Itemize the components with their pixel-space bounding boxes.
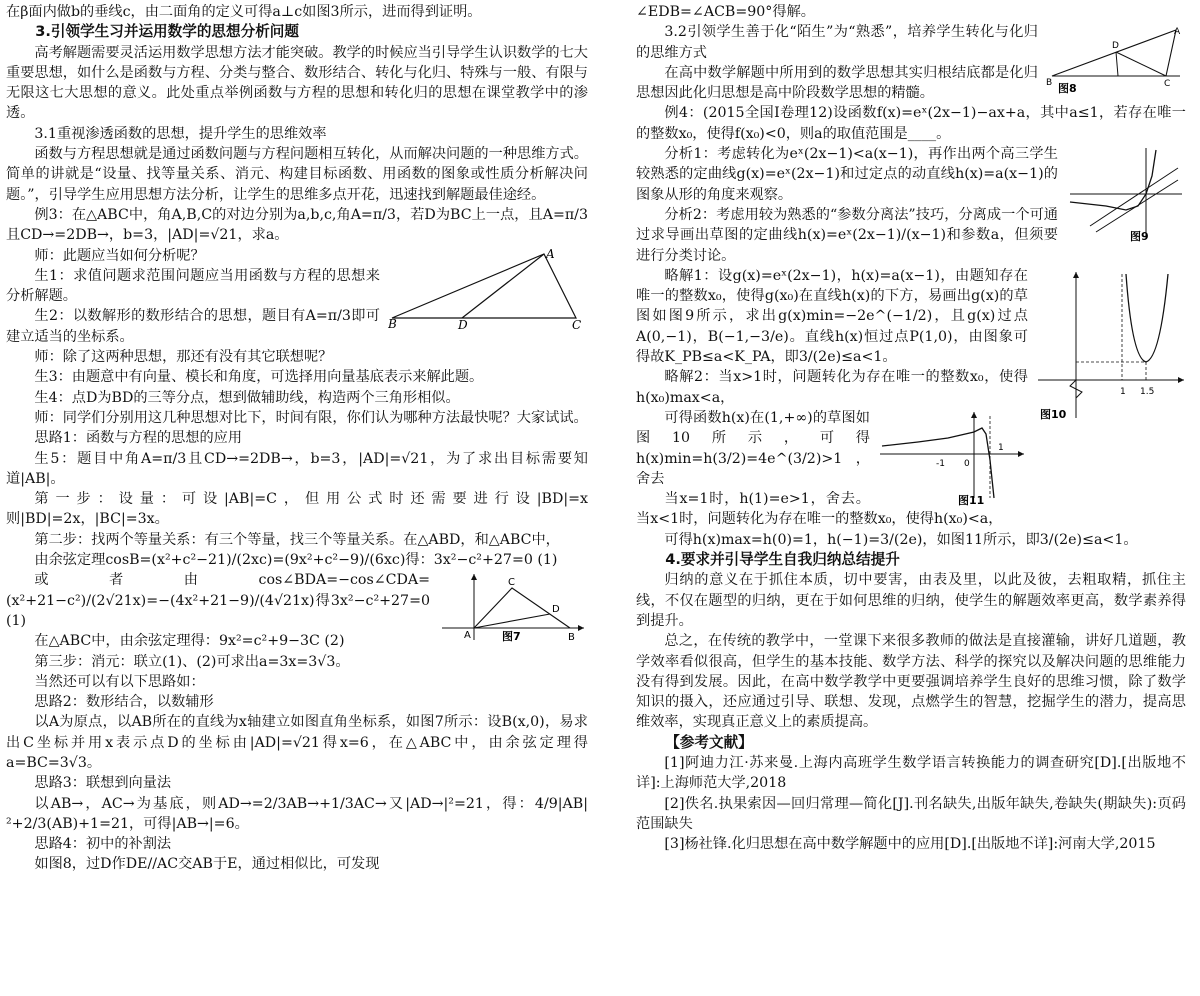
fig7-caption: 图7: [502, 630, 521, 643]
reference-2: [2]佚名.执果索因—回归常理—简化[J].刊名缺失,出版年缺失,卷缺失(期缺失):页码范围缺失: [636, 795, 1186, 832]
example-4: 例4：(2015全国Ⅰ卷理12)设函数f(x)=eˣ(2x−1)−ax+a，其中a≤1，若存在唯一的整数x₀，使得f(x₀)<0，则a的取值范围是____。: [636, 105, 1186, 142]
reference-1: [1]阿迪力江·苏来曼.上海内高班学生数学语言转换能力的调查研究[D].[出版地不详]:上海师范大学,2018: [636, 754, 1186, 792]
analysis-1: 分析1：考虑转化为eˣ(2x−1)<a(x−1)，再作出两个高三学生较熟悉的定曲线g(x)=eˣ(2x−1)和过定点的动直线h(x)=a(x−1)的图象从形的角度来观察。: [636, 146, 1058, 203]
left-para-8: 生2：以数解形的数形结合的思想，题目有A=π/3即可建立适当的坐标系。: [6, 308, 380, 345]
triangle-label-c: C: [572, 317, 582, 330]
left-para-15: 第一步：设量：可设|AB|=C，但用公式时还需要进行设|BD|=x则|BD|=2x，|BC|=3x。: [6, 491, 588, 528]
right-para-10: 可得h(x)max=h(0)=1，h(−1)=3/(2e)，如图11所示，即3/(2e)≤a<1。: [664, 531, 1138, 548]
left-para-25: 以AB→，AC→为基底，则AD→=2/3AB→+1/3AC→又|AD→|²=21，得：4/9|AB|²+2/3(AB)+1=21，可得|AB→|=6。: [6, 795, 588, 832]
solution-1: 略解1：设g(x)=eˣ(2x−1)，h(x)=a(x−1)，由题知存在唯一的整数x₀，使得g(x₀)在直线h(x)的下方，易画出g(x)的草图如图9所示，求出g(x)min=−2e^(−1/2)，且g(x)过点A(0,−1)，B(−1,−3/e)。直线h(x)恒过点P(1,0)，由图象可得故K_PB≤a<K_PA，即3/(2e)≤a<1。: [636, 267, 1028, 366]
section-4-heading: 4.要求并引导学生自我归纳总结提升: [665, 551, 900, 569]
figure-7: [438, 572, 588, 642]
left-para-23: 以A为原点，以AB所在的直线为x轴建立如图直角坐标系，如图7所示：设B(x,0)，易求出C坐标并用x表示点D的坐标由|AD|=√21得x=6，在△ABC中，由余弦定理得a=BC=3√3。: [6, 714, 588, 771]
left-para-2: 高考解题需要灵活运用数学思想方法才能突破。教学的时候应当引导学生认识数学的七大重要思想，如什么是函数与方程、分类与整合、数形结合、转化与化归、特殊与一般、有限与无限这七大思想的意义。此处重点举例函数与方程的思想和转化归的思想在课堂教学中的渗透。: [6, 44, 588, 122]
left-column: [6, 2, 588, 875]
solution-2: 略解2：当x>1时，问题转化为存在唯一的整数x₀，使得h(x₀)max<a，: [636, 369, 1028, 406]
left-para-14: 生5：题目中角A=π/3且CD→=2DB→，b=3，|AD|=√21，为了求出目标需要知道|AB|。: [6, 450, 588, 487]
right-para-8: 可得函数h(x)在(1,+∞)的草图如图10所示，可得h(x)min=h(3/2)=4e^(3/2)>1，舍去: [636, 409, 870, 487]
subsection-3-2-heading: 3.2引领学生善于化“陌生”为“熟悉”，培养学生转化与化归的思维方式: [636, 24, 1038, 61]
fig10-caption: 图10: [1040, 407, 1067, 421]
fig10-tick-1: 1: [1120, 386, 1126, 397]
left-para-7: 生1：求值问题求范围问题应当用函数与方程的思想来分析解题。: [6, 267, 380, 305]
subsection-3-1-heading: 3.1重视渗透函数的思想，提升学生的思维效率: [34, 125, 327, 142]
right-para-13: 总之，在传统的教学中，一堂课下来很多教师的做法是直接灌输，讲好几道题，教学效率看似很高，但学生的基本技能、数学方法、科学的探究以及解决问题的思维能力没有得到发展。因此，在高中数学教学中更要强调培养学生良好的思维习惯，除了数学知识的摄入，还应通过引导、联想、发现，点燃学生的智慧，挖掘学生的潜力，提高思维效率，实现真正意义上的素质提高。: [636, 633, 1186, 731]
left-para-9: 师：除了这两种思想，那还有没有其它联想呢？: [34, 349, 333, 366]
fig9-caption: 图9: [1130, 230, 1149, 243]
left-para-16: 第二步：找两个等量关系：有三个等量，找三个等量关系。在△ABD，和△ABC中，: [34, 531, 560, 548]
triangle-label-a: A: [546, 247, 555, 261]
figure-9: [1066, 146, 1186, 242]
fig11-tick-neg1: -1: [936, 458, 945, 469]
triangle-figure: [388, 248, 588, 330]
fig8-label-b: B: [1046, 78, 1053, 89]
left-para-27: 如图8，过D作DE//AC交AB于E，通过相似比，可发现: [34, 856, 380, 873]
fig11-tick-0: 0: [964, 458, 970, 469]
references-heading: 【参考文献】: [665, 733, 753, 751]
fig7-label-c: C: [508, 577, 515, 589]
left-para-18: 或者由cos∠BDA=−cos∠CDA=(x²+21−c²)/(2√21x)=−(4x²+21−9)/(4√21x)得3x²−c²+27=0 (1): [6, 572, 430, 629]
fig7-label-a: A: [464, 630, 471, 642]
triangle-label-d: D: [458, 317, 468, 330]
fig7-label-b: B: [568, 632, 575, 643]
fig11-tick-1: 1: [998, 442, 1004, 453]
fig8-label-c: C: [1164, 79, 1171, 90]
fig10-tick-1-5: 1.5: [1140, 386, 1155, 397]
figure-8: [1046, 24, 1186, 94]
fig8-label-d: D: [1112, 41, 1119, 52]
triangle-label-b: B: [388, 316, 397, 330]
left-para-19: 在△ABC中，由余弦定理得：9x²=c²+9−3C (2): [34, 633, 345, 650]
analysis-2: 分析2：考虑用较为熟悉的“参数分离法”技巧，分离成一个可通过求导画出草图的定曲线h(x)=eˣ(2x−1)/(x−1)和参数a，但须要进行分类讨论。: [636, 206, 1058, 264]
right-para-12: 归纳的意义在于抓住本质，切中要害，由表及里，以此及彼，去粗取精，抓住主线，不仅在题型的归纳，更在于如何思维的归纳，使学生的解题效率更高，数学素养得到提升。: [636, 572, 1186, 629]
section-3-heading: 3.引领学生习并运用数学的思想分析问题: [35, 23, 299, 41]
left-para-11: 生4：点D为BD的三等分点，想到做辅助线，构造两个三角形相似。: [34, 389, 460, 406]
left-para-0: 在β面内做b的垂线c，由二面角的定义可得a⊥c如图3所示，进而得到证明。: [6, 4, 482, 20]
reference-3: [3]杨社锋.化归思想在高中数学解题中的应用[D].[出版地不详]:河南大学,2015: [664, 836, 1156, 853]
left-para-4: 函数与方程思想就是通过函数问题与方程问题相互转化，从而解决问题的一种思维方式。简单的讲就是“设量、找等量关系、消元、构建目标函数、用函数的图象或性质分析解决问题。”，引导学生应用思想方法分析，让学生的思维多点开花，迅速找到解题最佳途经。: [6, 146, 588, 203]
right-para-9: 当x=1时，h(1)=e>1，舍去。当x<1时，问题转化为存在唯一的整数x₀，使得h(x₀)<a，: [636, 491, 1003, 528]
left-para-21: 当然还可以有以下思路如：: [34, 673, 205, 690]
example-3: 例3：在△ABC中，角A,B,C的对边分别为a,b,c,角A=π/3，若D为BC上一点，且A=π/3且CD→=2DB→，b=3，|AD|=√21，求a。: [6, 206, 588, 244]
idea-2-heading: 思路2：数形结合，以数辅形: [34, 694, 214, 711]
figure-11: [878, 410, 1028, 506]
left-para-17: 由余弦定理cosB=(x²+c²−21)/(2xc)=(9x²+c²−9)/(6xc)得：3x²−c²+27=0 (1): [34, 552, 558, 569]
right-para-2: 在高中数学解题中所用到的数学思想其实归根结底都是化归思想因此化归思想是高中阶段数学思想的精髓。: [636, 64, 1038, 102]
idea-1-heading: 思路1：函数与方程的思想的应用: [34, 430, 243, 447]
right-para-0: ∠EDB=∠ACB=90°得解。: [636, 4, 815, 20]
left-para-12: 师：同学们分别用这几种思想对比下，时间有限，你们认为哪种方法最快呢？大家试试。: [34, 409, 588, 426]
idea-3-heading: 思路3：联想到向量法: [34, 775, 172, 792]
figure-10: [1036, 268, 1186, 428]
fig7-label-d: D: [552, 604, 560, 616]
fig11-caption: 图11: [958, 493, 985, 506]
left-para-20: 第三步：消元：联立(1)、(2)可求出a=3x=3√3。: [34, 653, 350, 670]
idea-4-heading: 思路4：初中的补割法: [34, 836, 172, 853]
fig8-caption: 图8: [1058, 82, 1077, 95]
fig8-label-a: A: [1174, 27, 1181, 38]
left-para-6: 师：此题应当如何分析呢？: [34, 247, 205, 264]
left-para-10: 生3：由题意中有向量、模长和角度，可选择用向量基底表示来解此题。: [34, 369, 484, 386]
right-column: [636, 2, 1186, 854]
